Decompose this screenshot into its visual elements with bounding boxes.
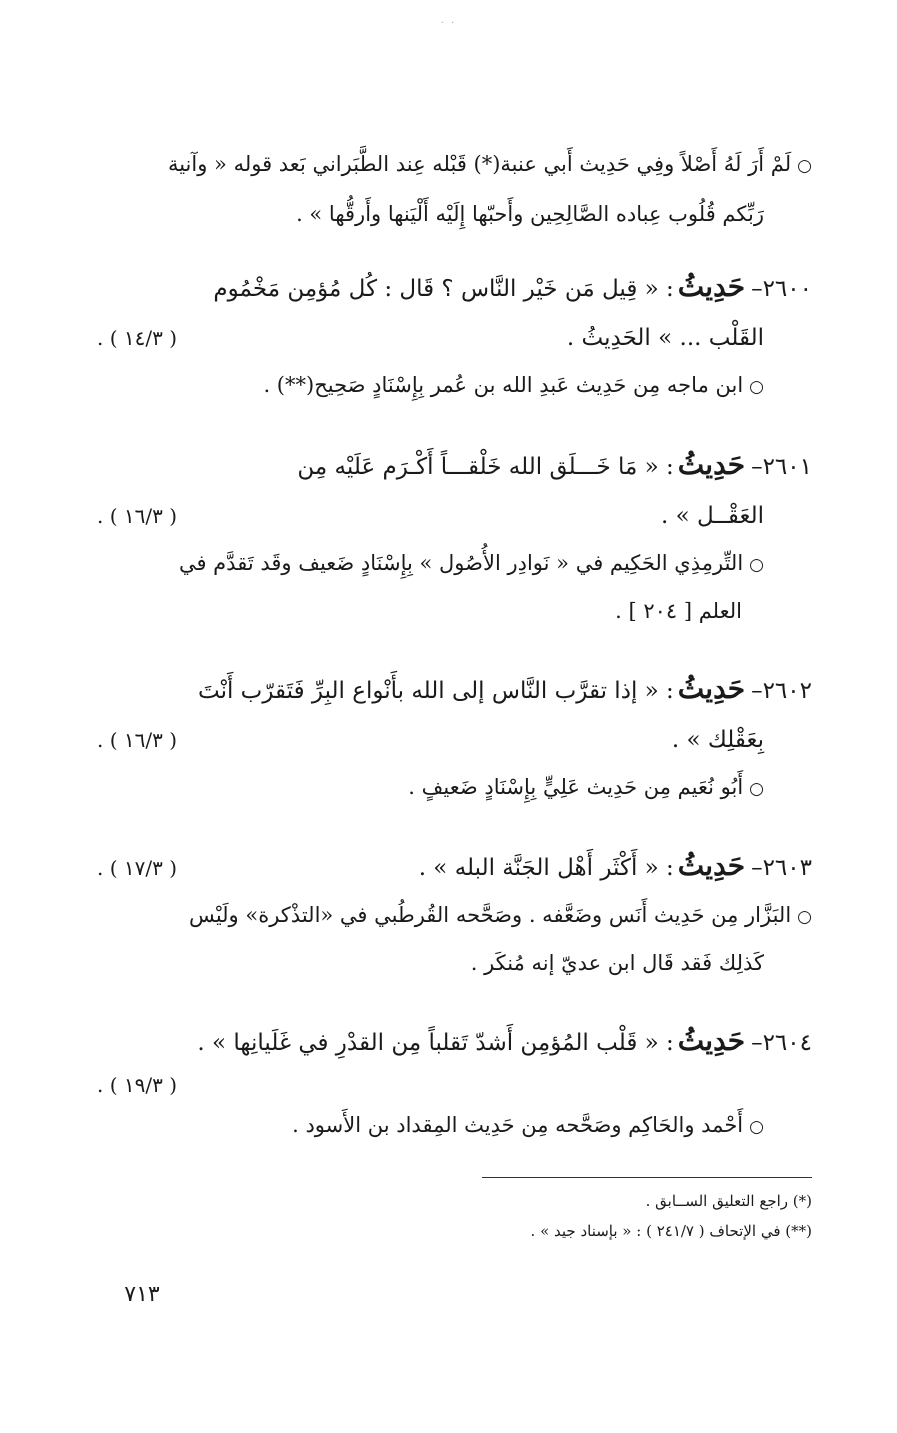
hadith-note: ○ابن ماجه مِن حَدِيث عَبدِ الله بن عُمر بِإِسْنَادٍ صَحِيح(**) . <box>263 373 764 397</box>
hadith-reference: ( ١٤/٣ ) . <box>97 326 178 350</box>
hadith-keyword: حَدِيثُ <box>677 270 746 303</box>
hadith-entry-2603 <box>97 842 812 986</box>
hadith-keyword: حَدِيثُ <box>677 448 746 481</box>
intro-line-2: رَبِّكم قُلُوب عِباده الصَّالِحِين وأَحبّها إِلَيْه أَلْيَنها وأَرقُّها » . <box>296 202 764 226</box>
hadith-reference: ( ١٧/٣ ) . <box>97 856 178 880</box>
hadith-number: ٢٦٠١– <box>751 454 812 480</box>
hadith-reference: ( ١٦/٣ ) . <box>97 504 178 528</box>
circle-bullet-icon: ○ <box>797 907 812 927</box>
hadith-text-cont: القَلْب ... » الحَدِيثُ . <box>566 325 764 351</box>
hadith-note-cont: العلم [ ٢٠٤ ] . <box>615 599 742 623</box>
hadith-keyword: حَدِيثُ <box>677 1024 746 1057</box>
footnote-1: (*) راجع التعليق الســابق . <box>645 1192 812 1210</box>
circle-bullet-icon: ○ <box>749 779 764 799</box>
hadith-line-2 <box>97 716 812 764</box>
hadith-note: ○التِّرمِذِي الحَكِيم في « نَوادِر الأُصُول » بِإِسْنَادٍ ضَعيف وقَد تَقدَّم في <box>178 551 764 575</box>
intro-note <box>97 140 812 238</box>
hadith-line-1 <box>97 440 812 492</box>
hadith-keyword: حَدِيثُ <box>677 672 746 705</box>
footnotes <box>97 1186 812 1246</box>
hadith-text: : « قَلْب المُؤمِن أَشدّ تَقلباً مِن القدْرِ في غَلَيانِها » . <box>197 1030 674 1056</box>
page-content <box>97 140 812 1150</box>
hadith-note: ○أَحْمد والحَاكِم وصَحَّحه مِن حَدِيث المِقداد بن الأَسود . <box>292 1113 764 1137</box>
hadith-number: ٢٦٠٠– <box>751 276 812 302</box>
hadith-number: ٢٦٠٤– <box>751 1030 812 1056</box>
circle-bullet-icon: ○ <box>749 555 764 575</box>
intro-line-1: ○لَمْ أَرَ لَهُ أَصْلاً وفِي حَدِيث أَبي عنبة(*) قَبْله عِند الطَّبَراني بَعد قوله « وآنية <box>167 152 812 176</box>
hadith-line-2 <box>97 492 812 540</box>
footnote-separator <box>482 1177 812 1178</box>
page-top-mark: · · <box>440 18 457 29</box>
hadith-line-1 <box>97 842 812 892</box>
hadith-text: : « أَكْثَر أَهْل الجَنَّة البله » . <box>418 855 674 881</box>
hadith-line-1 <box>97 1016 812 1068</box>
hadith-note-cont: كَذلِك فَقد قَال ابن عديّ إنه مُنكَر . <box>470 951 764 975</box>
hadith-entry-2604 <box>97 1016 812 1150</box>
hadith-line-2 <box>97 314 812 362</box>
circle-bullet-icon: ○ <box>797 156 812 176</box>
hadith-number: ٢٦٠٢– <box>751 678 812 704</box>
hadith-reference: ( ١٩/٣ ) . <box>97 1073 178 1097</box>
hadith-keyword: حَدِيثُ <box>677 849 746 882</box>
hadith-entry-2600 <box>97 262 812 410</box>
hadith-line-1 <box>97 262 812 314</box>
hadith-number: ٢٦٠٣– <box>751 855 812 881</box>
hadith-text: : « إذا تقرَّب النَّاس إلى الله بأَنْواع البِرِّ فَتَقرّب أَنْتَ <box>197 678 674 704</box>
hadith-line-2 <box>97 1068 812 1102</box>
hadith-entry-2601 <box>97 440 812 634</box>
circle-bullet-icon: ○ <box>749 1117 764 1137</box>
hadith-entry-2602 <box>97 664 812 812</box>
hadith-text-cont: بِعَقْلِك » . <box>671 727 764 753</box>
hadith-reference: ( ١٦/٣ ) . <box>97 728 178 752</box>
page-number: ٧١٣ <box>124 1282 160 1307</box>
hadith-text-cont: العَقْــل » . <box>660 503 764 529</box>
hadith-note: ○البَزَّار مِن حَدِيث أَنَس وضَعَّفه . وصَحَّحه القُرطُبي في «التذْكرة» ولَيْس <box>189 903 812 927</box>
hadith-text: : « مَا خَـــلَق الله خَلْقـــاً أَكْـرَم عَلَيْه مِن <box>297 454 674 480</box>
hadith-text: : « قِيل مَن خَيْر النَّاس ؟ قَال : كُل مُؤمِن مَخْمُوم <box>213 276 674 302</box>
hadith-line-1 <box>97 664 812 716</box>
footnote-2: (**) في الإتحاف ( ٢٤١/٧ ) : « بإسناد جيد » . <box>530 1222 812 1240</box>
hadith-note: ○أَبُو نُعَيم مِن حَدِيث عَلِيٍّ بِإِسْنَادٍ ضَعيفٍ . <box>408 775 764 799</box>
circle-bullet-icon: ○ <box>749 377 764 397</box>
